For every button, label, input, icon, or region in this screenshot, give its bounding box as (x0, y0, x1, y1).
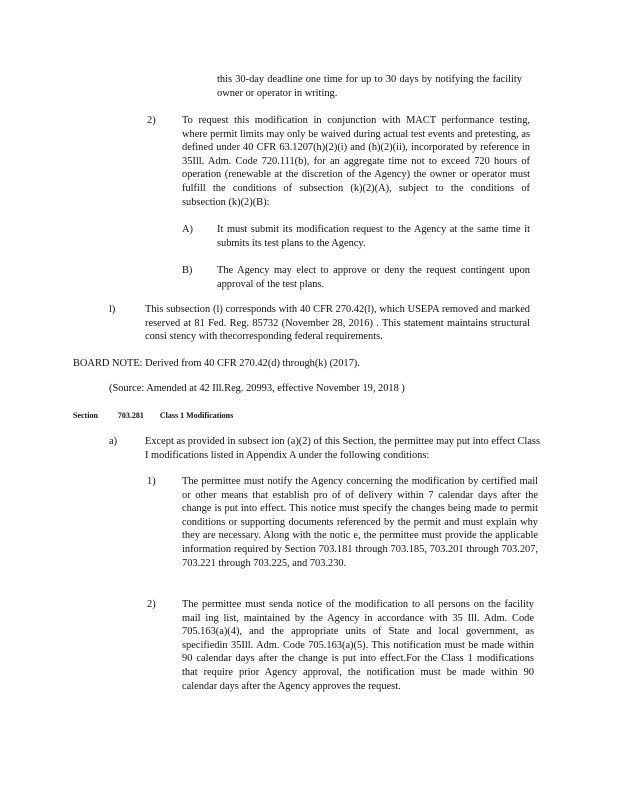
item-a2-label: 2) (147, 599, 156, 610)
subitem-a-text: It must submit its modification request to the Agency at the same time it submits its test plans to the Agency. (217, 224, 530, 249)
continuation-text: this 30-day deadline one time for up to 30 days by notifying the facility owner or operator in writing. (217, 74, 522, 99)
item-2-label: 2) (147, 115, 156, 126)
continuation-paragraph (217, 73, 522, 100)
item-a-text: Except as provided in subsect ion (a)(2) of this Section, the permittee may put into effect Class I modifications listed in Appendix A under the following conditions: (145, 436, 540, 461)
item-a1-paragraph (182, 475, 538, 570)
item-2-paragraph (182, 114, 530, 209)
section-heading (73, 409, 373, 423)
section-label: Section (73, 411, 98, 420)
item-l-label: l) (109, 304, 116, 315)
item-a1-text: The permittee must notify the Agency concerning the modification by certified mail or other means that establish pro of of delivery within 7 calendar days after the change is put into effect. This notice must specify the changes being made to permit conditions or supporting documents referenced by the permit and must explain why they are necessary. Along with the notic e, the permittee must provide the applicable information required by Section 703.181 through 703.185, 703.201 through 703.207, 703.221 through 703.225, and 703.230. (182, 476, 538, 569)
item-2-text: To request this modification in conjunction with MACT performance testing, where permit limits may only be waived during actual test events and pretesting, as defined under 40 CFR 63.1207(h)(2)(i) and (h)(2)(ii), incorporated by reference in 35Ill. Adm. Code 720.111(b), for an aggregate time not to exceed 720 hours of operation (renewable at the discretion of the Agency) the owner or operator must fulfill the conditions of subsection (k)(2)(A), subject to the conditions of subsection (k)(2)(B): (182, 115, 530, 208)
item-l-text: This subsection (l) corresponds with 40 CFR 270.42(l), which USEPA removed and marked reserved at 81 Fed. Reg. 85732 (November 28, 2016) . This statement maintains structural consi stency with thecorresponding federal requirements. (145, 304, 530, 343)
item-a2-text: The permittee must senda notice of the modification to all persons on the facility mail ing list, maintained by the Agency in accordance with 35 Ill. Adm. Code 705.163(a)(4), and the appropriate units of State and local government, as specifiedin 35Ill. Adm. Code 705.163(a)(5). This notification must be made within 90 calendar days after the change is put into effect.For the Class 1 modifications that require prior Agency approval, the notification must be made within 90 calendar days after the Agency approves the request. (182, 599, 534, 692)
item-l-paragraph (145, 303, 530, 344)
subitem-b-paragraph (217, 264, 530, 291)
subitem-a-paragraph (217, 223, 530, 250)
item-a1-label: 1) (147, 476, 156, 487)
board-note (73, 357, 493, 371)
source-note-text: (Source: Amended at 42 Ill.Reg. 20993, effective November 19, 2018 ) (109, 383, 405, 394)
subitem-b-text: The Agency may elect to approve or deny the request contingent upon approval of the test plans. (217, 265, 530, 290)
section-title: Class 1 Modifications (159, 411, 234, 420)
subitem-a-label: A) (182, 224, 193, 235)
item-a-label: a) (109, 436, 118, 447)
source-note (109, 382, 529, 396)
subitem-b-label: B) (182, 265, 193, 276)
item-a-paragraph (145, 435, 540, 462)
section-number: 703.281 (117, 411, 144, 420)
board-note-text: BOARD NOTE: Derived from 40 CFR 270.42(d) through(k) (2017). (73, 358, 360, 369)
item-a2-paragraph (182, 598, 534, 693)
